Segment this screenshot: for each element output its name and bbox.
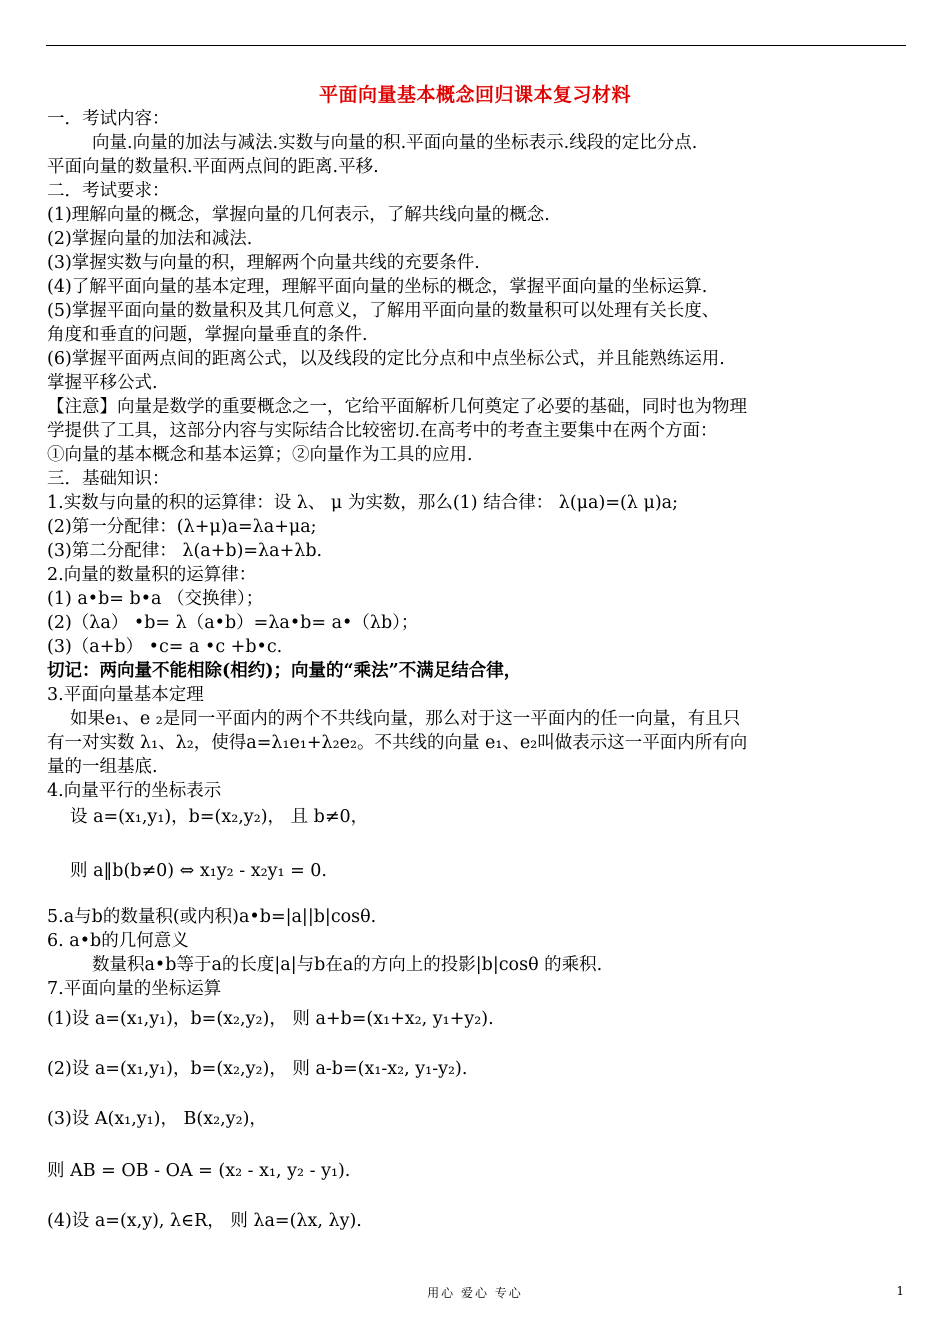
text-line: 掌握平移公式. bbox=[47, 373, 158, 393]
text-line: (3)第二分配律： λ(a+b)=λa+λb. bbox=[47, 541, 323, 561]
formula-line: 则 a‖b(b≠0) ⇔ x₁y₂ - x₂y₁ = 0. bbox=[70, 861, 327, 881]
text-line: (1)理解向量的概念，掌握向量的几何表示，了解共线向量的概念. bbox=[47, 205, 550, 225]
text-line: (5)掌握平面向量的数量积及其几何意义，了解用平面向量的数量积可以处理有关长度、 bbox=[47, 301, 720, 321]
text-line: 2.向量的数量积的运算律： bbox=[47, 565, 257, 585]
text-line: 量的一组基底. bbox=[47, 757, 158, 777]
text-line: (4)了解平面向量的基本定理，理解平面向量的坐标的概念，掌握平面向量的坐标运算. bbox=[47, 277, 708, 297]
text-line: (2)第一分配律：(λ+μ)a=λa+μa; bbox=[47, 517, 317, 537]
document-title: 平面向量基本概念回归课本复习材料 bbox=[318, 84, 631, 106]
bold-reminder: 切记：两向量不能相除(相约)；向量的“乘法”不满足结合律， bbox=[47, 661, 522, 681]
text-line: 7.平面向量的坐标运算 bbox=[47, 979, 222, 999]
text-line: 数量积a•b等于a的长度|a|与b在a的方向上的投影|b|cosθ 的乘积. bbox=[92, 955, 603, 975]
formula-line: (4)设 a=(x,y), λ∈R， 则 λa=(λx, λy). bbox=[47, 1211, 362, 1231]
page-number: 1 bbox=[896, 1284, 904, 1298]
section-heading-1: 一．考试内容： bbox=[47, 109, 170, 129]
header-rule bbox=[46, 45, 906, 46]
text-line: 6. a•b的几何意义 bbox=[47, 931, 189, 951]
text-line: (3)掌握实数与向量的积，理解两个向量共线的充要条件. bbox=[47, 253, 480, 273]
formula-line: 则 AB = OB - OA = (x₂ - x₁, y₂ - y₁). bbox=[47, 1161, 351, 1181]
formula-line: (2)设 a=(x₁,y₁)，b=(x₂,y₂)， 则 a-b=(x₁-x₂, y₁-y₂). bbox=[47, 1059, 468, 1079]
text-line: (3)（a+b） •c= a •c +b•c. bbox=[47, 637, 283, 657]
section-heading-3: 三．基础知识： bbox=[47, 469, 170, 489]
section-heading-2: 二．考试要求： bbox=[47, 181, 170, 201]
formula-line: (3)设 A(x₁,y₁)， B(x₂,y₂)， bbox=[47, 1109, 267, 1129]
text-line: (2)掌握向量的加法和减法. bbox=[47, 229, 253, 249]
text-line: 如果e₁、e ₂是同一平面内的两个不共线向量，那么对于这一平面内的任一向量，有且只 bbox=[70, 709, 741, 729]
text-line: 4.向量平行的坐标表示 bbox=[47, 781, 222, 801]
text-line: (1) a•b= b•a （交换律）； bbox=[47, 589, 264, 609]
formula-line: 设 a=(x₁,y₁)，b=(x₂,y₂)， 且 b≠0， bbox=[70, 807, 369, 827]
footer-slogan: 用心 爱心 专心 bbox=[427, 1286, 523, 1300]
text-line: 向量.向量的加法与减法.实数与向量的积.平面向量的坐标表示.线段的定比分点. bbox=[92, 133, 698, 153]
note-line: 【注意】向量是数学的重要概念之一，它给平面解析几何奠定了必要的基础，同时也为物理 bbox=[47, 397, 747, 417]
text-line: 3.平面向量基本定理 bbox=[47, 685, 204, 705]
text-line: 角度和垂直的问题，掌握向量垂直的条件. bbox=[47, 325, 368, 345]
text-line: 平面向量的数量积.平面两点间的距离.平移. bbox=[47, 157, 379, 177]
text-line: (2)（λa） •b= λ（a•b）=λa•b= a•（λb）； bbox=[47, 613, 419, 633]
text-line: 5.a与b的数量积(或内积)a•b=|a||b|cosθ. bbox=[47, 907, 377, 927]
text-line: 有一对实数 λ₁、λ₂，使得a=λ₁e₁+λ₂e₂。不共线的向量 e₁、e₂叫做表示这一平面内所有向 bbox=[47, 733, 748, 753]
text-line: (6)掌握平面两点间的距离公式，以及线段的定比分点和中点坐标公式，并且能熟练运用. bbox=[47, 349, 725, 369]
note-line: 学提供了工具，这部分内容与实际结合比较密切.在高考中的考查主要集中在两个方面： bbox=[47, 421, 718, 441]
note-line: ①向量的基本概念和基本运算；②向量作为工具的应用. bbox=[47, 445, 473, 465]
text-line: 1.实数与向量的积的运算律：设 λ、 μ 为实数，那么(1) 结合律： λ(μa)=(λ μ)a; bbox=[47, 493, 678, 513]
formula-line: (1)设 a=(x₁,y₁)，b=(x₂,y₂)， 则 a+b=(x₁+x₂, y₁+y₂). bbox=[47, 1009, 494, 1029]
